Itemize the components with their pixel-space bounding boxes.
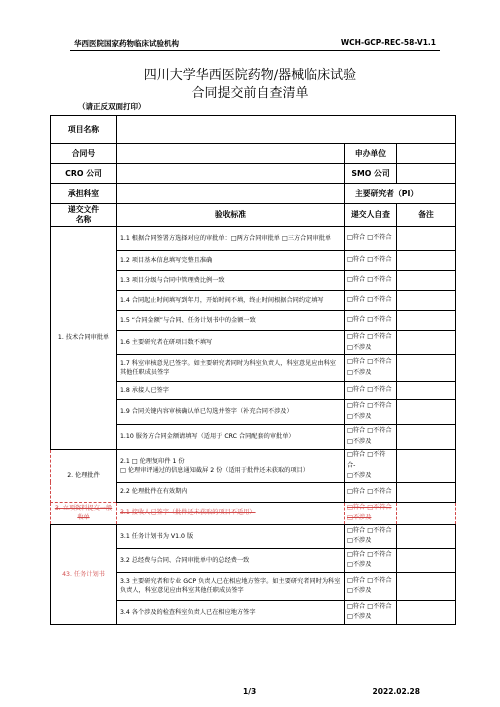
self-check-options[interactable]: □符合 □不符合 □不涉及 bbox=[345, 524, 397, 548]
remark-cell[interactable] bbox=[397, 251, 456, 271]
remark-cell[interactable] bbox=[397, 450, 456, 483]
label-smo: SMO 公司 bbox=[345, 164, 397, 184]
doc-subtitle: 合同提交前自查清单 bbox=[191, 86, 309, 101]
col-doc-name: 递交文件 名称 bbox=[51, 204, 117, 227]
self-check-options[interactable]: □符合 □不符合 bbox=[345, 291, 397, 311]
self-check-options[interactable]: □符合 □不符合 bbox=[345, 311, 397, 331]
row-contract bbox=[51, 144, 456, 164]
field-dept[interactable] bbox=[117, 184, 345, 204]
self-check-options[interactable]: □符合 □不符合 □不涉及 bbox=[345, 572, 397, 600]
row-project-name bbox=[51, 116, 456, 144]
self-check-options[interactable]: □符合 □不符合 □不涉及 bbox=[345, 425, 397, 450]
criteria-text: 3.1 任务计划书为 V1.0 版 bbox=[117, 524, 345, 548]
header-institution: 华西医院国家药物临床试验机构 bbox=[74, 39, 179, 48]
label-cro: CRO 公司 bbox=[51, 164, 117, 184]
self-check-options[interactable]: □符合 □不符合 bbox=[345, 482, 397, 502]
criteria-text: 3.4 各个涉及的检查科室负责人已在相应地方签字 bbox=[117, 600, 345, 624]
header-divider bbox=[70, 50, 440, 51]
row-cro bbox=[51, 164, 456, 184]
criteria-text: 1.10 服务方合同金额请填写（适用于 CRC 合同配套的审批单） bbox=[117, 425, 345, 450]
criteria-text: 1.9 合同关键内容审核确认单已勾选并签字（补充合同不涉及） bbox=[117, 400, 345, 425]
self-check-options[interactable]: □符合 □不符合 □不涉及 bbox=[345, 355, 397, 382]
remark-cell[interactable] bbox=[397, 600, 456, 624]
column-header-row bbox=[51, 204, 456, 227]
criteria-text: 1.4 合同起止时间填写到年月，开始时间不填，终止时间根据合同约定填写 bbox=[117, 291, 345, 311]
self-check-options[interactable]: □符合 □不符合 bbox=[345, 227, 397, 251]
section-name: 2. 伦理批件 bbox=[51, 450, 117, 503]
self-check-options[interactable]: □符合 □不符合 □不涉及 bbox=[345, 502, 397, 524]
checklist-table bbox=[50, 115, 456, 625]
col-criteria: 验收标准 bbox=[117, 204, 345, 227]
remark-cell[interactable] bbox=[397, 382, 456, 400]
label-pi: 主要研究者（PI） bbox=[345, 184, 456, 204]
field-project-name[interactable] bbox=[117, 116, 456, 144]
criteria-text: 1.3 项目分级与合同中管理费比例一致 bbox=[117, 271, 345, 291]
remark-cell[interactable] bbox=[397, 311, 456, 331]
footer-date: 2022.02.28 bbox=[372, 687, 420, 696]
header-doc-code: WCH-GCP-REC-58-V1.1 bbox=[340, 38, 436, 47]
page-number: 1/3 bbox=[243, 687, 257, 696]
table-row bbox=[51, 450, 456, 483]
doc-title: 四川大学华西医院药物/器械临床试验 bbox=[143, 68, 357, 83]
table-row-struck bbox=[51, 502, 456, 524]
label-dept: 承担科室 bbox=[51, 184, 117, 204]
criteria-text: 1.1 根据合同签署方选择对应的审批单：□两方合同审批单 □三方合同审批单 bbox=[117, 227, 345, 251]
section-name: 43. 任务计划书 bbox=[51, 524, 117, 624]
remark-cell[interactable] bbox=[397, 425, 456, 450]
criteria-text: 1.5 “合同金额”与合同、任务计划书中的金额一致 bbox=[117, 311, 345, 331]
self-check-options[interactable]: □符合 □不符合 bbox=[345, 251, 397, 271]
field-applicant[interactable] bbox=[397, 144, 456, 164]
criteria-text: 2.2 伦理批件在有效期内 bbox=[117, 482, 345, 502]
field-contract-no[interactable] bbox=[117, 144, 345, 164]
self-check-options[interactable]: □符合 □不符合- □不涉及 bbox=[345, 450, 397, 483]
criteria-text: 3.3 主要研究者和专业 GCP 负责人已在相应地方签字。如主要研究者同时为科室负责人，科室意见应由科室其他任职成员签字 bbox=[117, 572, 345, 600]
print-note: （请正反双面打印） bbox=[78, 102, 146, 111]
criteria-text: 1.6 主要研究者在研项目数不填写 bbox=[117, 331, 345, 355]
remark-cell[interactable] bbox=[397, 400, 456, 425]
criteria-text: 1.8 承接人已签字 bbox=[117, 382, 345, 400]
self-check-options[interactable]: □符合 □不符合 bbox=[345, 271, 397, 291]
self-check-options[interactable]: □符合 □不符合 □不涉及 bbox=[345, 400, 397, 425]
row-dept bbox=[51, 184, 456, 204]
criteria-text: 2.1 □ 伦理复印件 1 份 □ 伦理审评通过的信息通知截屏 2 份（适用于批件还未获取的项目） bbox=[117, 450, 345, 483]
remark-cell[interactable] bbox=[397, 502, 456, 524]
label-project-name: 项目名称 bbox=[51, 116, 117, 144]
self-check-options[interactable]: □符合 □不符合 □不涉及 bbox=[345, 600, 397, 624]
criteria-text: 1.2 项目基本信息填写完整且准确 bbox=[117, 251, 345, 271]
table-row bbox=[51, 227, 456, 251]
remark-cell[interactable] bbox=[397, 227, 456, 251]
remark-cell[interactable] bbox=[397, 291, 456, 311]
self-check-options[interactable]: □符合 □不符合 bbox=[345, 382, 397, 400]
label-contract-no: 合同号 bbox=[51, 144, 117, 164]
remark-cell[interactable] bbox=[397, 572, 456, 600]
label-applicant: 申办单位 bbox=[345, 144, 397, 164]
remark-cell[interactable] bbox=[397, 548, 456, 572]
remark-cell[interactable] bbox=[397, 271, 456, 291]
field-smo[interactable] bbox=[397, 164, 456, 184]
section-name: 1. 技术合同审批单 bbox=[51, 227, 117, 450]
criteria-text: 3.2 总经费与合同、合同审批单中的总经费一致 bbox=[117, 548, 345, 572]
col-remark: 备注 bbox=[397, 204, 456, 227]
field-cro[interactable] bbox=[117, 164, 345, 184]
self-check-options[interactable]: □符合 □不符合 □不涉及 bbox=[345, 548, 397, 572]
criteria-text: 3.1 接收人已签字（批件还未获取的项目不适用） bbox=[117, 502, 345, 524]
remark-cell[interactable] bbox=[397, 331, 456, 355]
table-row bbox=[51, 524, 456, 548]
remark-cell[interactable] bbox=[397, 524, 456, 548]
self-check-options[interactable]: □符合 □不符合 □不涉及 bbox=[345, 331, 397, 355]
remark-cell[interactable] bbox=[397, 355, 456, 382]
criteria-text: 1.7 科室审核意见已签字。如主要研究者同时为科室负责人，科室意见应由科室其他任职成员签字 bbox=[117, 355, 345, 382]
section-name: 3. 立项资料提交一般收单 bbox=[51, 502, 117, 524]
remark-cell[interactable] bbox=[397, 482, 456, 502]
col-self-check: 递交人自查 bbox=[345, 204, 397, 227]
